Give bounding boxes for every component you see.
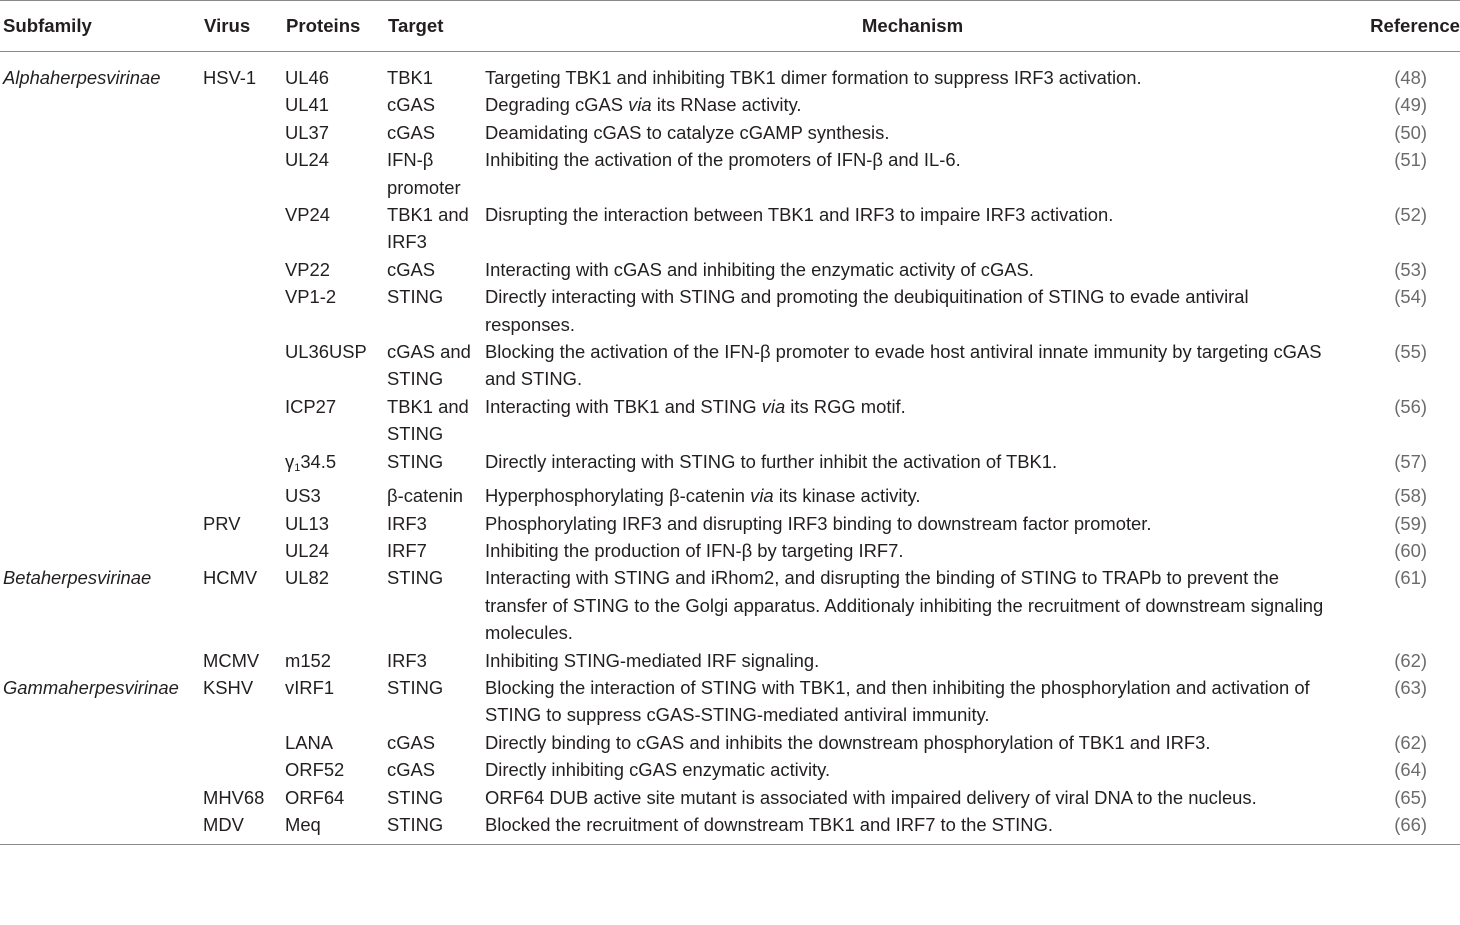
cell-protein: UL36USP — [285, 341, 367, 363]
cell-mechanism: Inhibiting the activation of the promoters of IFN-β and IL-6. — [485, 149, 961, 171]
cell-protein: UL46 — [285, 67, 329, 88]
cell-subfamily — [0, 510, 201, 537]
cell-protein: UL41 — [285, 94, 329, 116]
cell-subfamily — [0, 784, 201, 811]
cell-target: cGAS — [387, 121, 436, 143]
cell-target: TBK1 and STING — [387, 395, 469, 445]
cell-reference: (49) — [1394, 94, 1427, 116]
cell-target: STING — [387, 786, 444, 808]
cell-virus: MCMV — [203, 649, 260, 671]
cell-protein: ORF64 — [285, 786, 345, 808]
protein-gamma: γ — [285, 450, 295, 472]
table-row — [0, 393, 1460, 448]
cell-protein: UL24 — [285, 539, 329, 561]
cell-mechanism — [483, 482, 1339, 509]
table-row — [0, 91, 1460, 118]
cell-mechanism: Interacting with STING and iRhom2, and disrupting the binding of STING to TRAPb to prevent the transfer of STING to the Golgi apparatus. Additionaly inhibiting the recruitment of downstream signaling molecules. — [485, 567, 1324, 644]
table-row — [0, 338, 1460, 393]
cell-virus — [201, 756, 283, 783]
cell-reference: (51) — [1394, 149, 1427, 171]
cell-reference: (59) — [1394, 512, 1427, 534]
table-body — [0, 52, 1460, 845]
cell-protein: ICP27 — [285, 395, 337, 417]
cell-target: IRF3 — [387, 649, 427, 671]
mechanism-text: its RNase activity. — [651, 94, 802, 116]
cell-target: STING — [387, 450, 444, 472]
cell-subfamily — [0, 393, 201, 448]
cell-virus — [201, 119, 283, 146]
cell-virus: KSHV — [203, 676, 254, 698]
cell-target: STING — [387, 286, 444, 308]
protein-suffix: 34.5 — [300, 450, 337, 472]
cell-subfamily — [0, 119, 201, 146]
table-row — [0, 784, 1460, 811]
mechanism-text: its RGG motif. — [785, 395, 906, 417]
cell-mechanism: Disrupting the interaction between TBK1 and IRF3 to impaire IRF3 activation. — [485, 204, 1114, 226]
cell-virus — [201, 537, 283, 564]
cell-subfamily — [0, 537, 201, 564]
cell-target: cGAS — [387, 731, 436, 753]
cell-target: TBK1 and IRF3 — [387, 204, 469, 253]
cell-target: IRF3 — [387, 512, 427, 534]
cell-mechanism: Inhibiting STING-mediated IRF signaling. — [485, 649, 820, 671]
cell-virus: HSV-1 — [203, 67, 257, 88]
cell-reference: (56) — [1394, 395, 1427, 417]
cell-mechanism: Deamidating cGAS to catalyze cGAMP synthesis. — [485, 121, 890, 143]
cell-target: cGAS — [387, 759, 436, 781]
cell-reference: (58) — [1394, 485, 1427, 507]
table-row — [0, 448, 1460, 482]
cell-virus: MHV68 — [203, 786, 265, 808]
cell-protein: ORF52 — [285, 759, 345, 781]
cell-virus — [201, 482, 283, 509]
cell-mechanism: Targeting TBK1 and inhibiting TBK1 dimer formation to suppress IRF3 activation. — [485, 67, 1142, 88]
cell-mechanism: Directly inhibiting cGAS enzymatic activity. — [485, 759, 831, 781]
cell-virus — [201, 201, 283, 256]
cell-protein: UL37 — [285, 121, 329, 143]
cell-virus: HCMV — [203, 567, 258, 589]
cell-mechanism: Directly interacting with STING and promoting the deubiquitination of STING to evade antiviral responses. — [485, 286, 1249, 335]
cell-protein: m152 — [285, 649, 332, 671]
table-row — [0, 146, 1460, 201]
table-row — [0, 729, 1460, 756]
cell-target: cGAS — [387, 258, 436, 280]
cell-protein: VP22 — [285, 258, 330, 280]
protein-subscript: 1 — [294, 461, 301, 474]
cell-subfamily: Alphaherpesvirinae — [3, 67, 161, 88]
table-row — [0, 674, 1460, 729]
header-target: Target — [385, 1, 483, 52]
cell-target: STING — [385, 811, 483, 845]
cell-target: IRF7 — [387, 539, 427, 561]
cell-virus — [201, 283, 283, 338]
table-row — [0, 482, 1460, 509]
header-mechanism: Mechanism — [483, 1, 1339, 52]
cell-protein: UL13 — [285, 512, 329, 534]
cell-mechanism: Blocking the interaction of STING with TBK1, and then inhibiting the phosphorylation and activation of STING to suppress cGAS-STING-mediated antiviral immunity. — [485, 676, 1310, 726]
table-row — [0, 256, 1460, 283]
table-row — [0, 564, 1460, 646]
cell-subfamily — [0, 756, 201, 783]
cell-reference: (63) — [1394, 676, 1427, 698]
cell-mechanism: Directly interacting with STING to further inhibit the activation of TBK1. — [485, 450, 1058, 472]
mechanism-text: Hyperphosphorylating β-catenin — [485, 485, 751, 507]
cell-reference: (60) — [1394, 539, 1427, 561]
cell-subfamily — [0, 647, 201, 674]
header-reference: Reference — [1339, 1, 1460, 52]
table-row — [0, 510, 1460, 537]
cell-subfamily — [0, 91, 201, 118]
cell-subfamily — [0, 256, 201, 283]
cell-virus — [201, 729, 283, 756]
cell-protein: VP1-2 — [285, 286, 337, 308]
cell-target: cGAS and STING — [387, 341, 471, 390]
cell-reference: (65) — [1394, 786, 1427, 808]
cell-virus — [201, 338, 283, 393]
table-row — [0, 647, 1460, 674]
mechanism-italic: via — [761, 395, 786, 417]
cell-mechanism: Blocking the activation of the IFN-β promoter to evade host antiviral innate immunity by targeting cGAS and STING. — [485, 341, 1322, 390]
cell-target: cGAS — [387, 94, 436, 116]
cell-target: β-catenin — [387, 485, 464, 507]
cell-virus: MDV — [201, 811, 283, 845]
header-proteins: Proteins — [283, 1, 385, 52]
cell-reference: (55) — [1394, 341, 1427, 363]
cell-subfamily — [0, 729, 201, 756]
cell-protein — [283, 448, 385, 482]
cell-subfamily — [0, 146, 201, 201]
cell-subfamily — [0, 338, 201, 393]
table-row — [0, 537, 1460, 564]
cell-reference: (50) — [1394, 121, 1427, 143]
cell-target: IFN-β promoter — [387, 149, 461, 198]
cell-virus: PRV — [203, 512, 241, 534]
cell-subfamily — [0, 448, 201, 482]
cell-subfamily — [0, 811, 201, 845]
cell-virus — [201, 393, 283, 448]
mechanism-italic: via — [750, 485, 774, 507]
header-row — [0, 1, 1460, 52]
cell-target: TBK1 — [387, 67, 433, 88]
cell-reference: (66) — [1339, 811, 1460, 845]
cell-protein: UL82 — [285, 567, 329, 589]
table-row — [0, 52, 1460, 92]
table-row — [0, 811, 1460, 845]
mechanism-text: its kinase activity. — [773, 485, 921, 507]
mechanism-text: Degrading cGAS — [485, 94, 629, 116]
table-row — [0, 283, 1460, 338]
header-virus: Virus — [201, 1, 283, 52]
mechanism-text: Interacting with TBK1 and STING — [485, 395, 762, 417]
cell-mechanism — [483, 91, 1339, 118]
cell-subfamily — [0, 283, 201, 338]
cell-mechanism: Inhibiting the production of IFN-β by targeting IRF7. — [485, 539, 904, 561]
table-row — [0, 201, 1460, 256]
cell-target: STING — [387, 567, 444, 589]
mechanism-italic: via — [628, 94, 652, 116]
cell-protein: US3 — [285, 485, 321, 507]
cell-reference: (54) — [1394, 286, 1427, 308]
cell-virus — [201, 256, 283, 283]
cell-subfamily — [0, 201, 201, 256]
cell-reference: (52) — [1394, 204, 1427, 226]
cell-protein: Meq — [283, 811, 385, 845]
cell-mechanism — [483, 393, 1339, 448]
cell-mechanism: ORF64 DUB active site mutant is associated with impaired delivery of viral DNA to the nucleus. — [485, 786, 1257, 808]
cell-reference: (57) — [1394, 450, 1427, 472]
cell-virus — [201, 91, 283, 118]
cell-mechanism: Phosphorylating IRF3 and disrupting IRF3 binding to downstream factor promoter. — [485, 512, 1152, 534]
cell-mechanism: Directly binding to cGAS and inhibits the downstream phosphorylation of TBK1 and IRF3. — [485, 731, 1211, 753]
cell-reference: (62) — [1394, 649, 1427, 671]
cell-reference: (48) — [1394, 67, 1427, 88]
cell-subfamily: Gammaherpesvirinae — [3, 676, 179, 698]
table-row — [0, 119, 1460, 146]
cell-mechanism: Blocked the recruitment of downstream TBK1 and IRF7 to the STING. — [483, 811, 1339, 845]
cell-target: STING — [387, 676, 444, 698]
cell-mechanism: Interacting with cGAS and inhibiting the enzymatic activity of cGAS. — [485, 258, 1034, 280]
cell-reference: (64) — [1394, 759, 1427, 781]
table-row — [0, 756, 1460, 783]
cell-protein: VP24 — [285, 204, 330, 226]
cell-reference: (62) — [1394, 731, 1427, 753]
cell-subfamily — [0, 482, 201, 509]
cell-virus — [201, 146, 283, 201]
cell-protein: UL24 — [285, 149, 329, 171]
header-subfamily: Subfamily — [0, 1, 201, 52]
cell-reference: (53) — [1394, 258, 1427, 280]
cell-virus — [201, 448, 283, 482]
cell-subfamily: Betaherpesvirinae — [3, 567, 152, 589]
cell-reference: (61) — [1394, 567, 1427, 589]
cell-protein: vIRF1 — [285, 676, 335, 698]
cell-protein: LANA — [285, 731, 334, 753]
